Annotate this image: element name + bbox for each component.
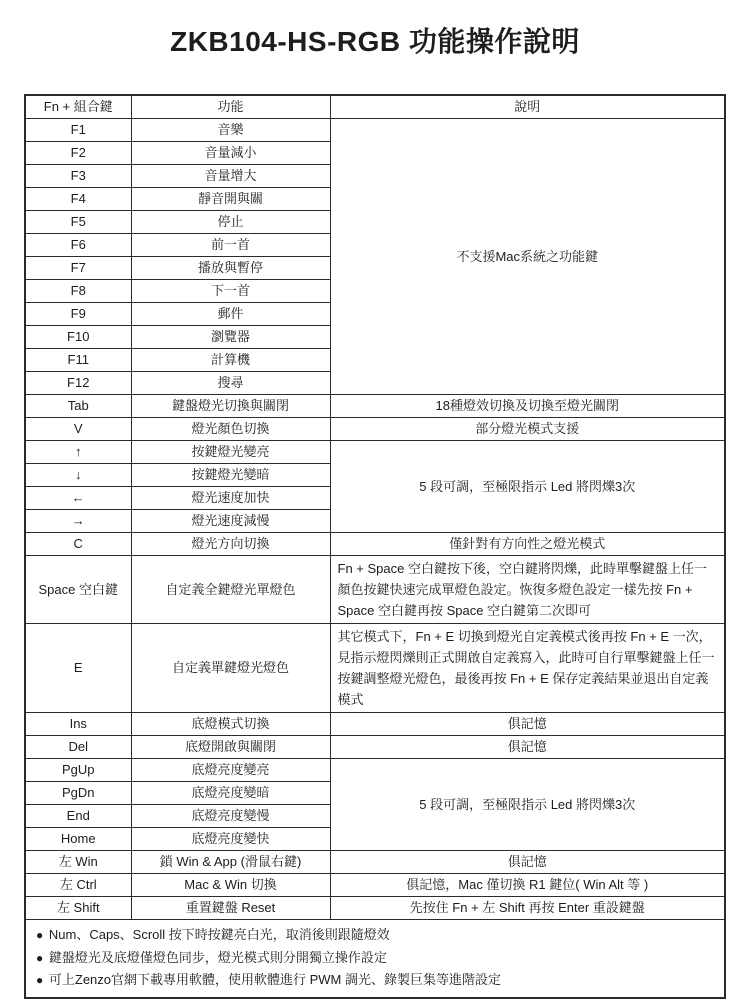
key-cell: F1 bbox=[25, 119, 131, 142]
description-cell: 僅針對有方向性之燈光模式 bbox=[330, 533, 725, 556]
key-cell: F4 bbox=[25, 188, 131, 211]
bullet-icon: ● bbox=[36, 973, 44, 987]
key-cell: C bbox=[25, 533, 131, 556]
key-cell: F12 bbox=[25, 372, 131, 395]
table-row-left-win bbox=[25, 851, 725, 874]
function-cell: 燈光速度減慢 bbox=[131, 510, 330, 533]
key-cell: F3 bbox=[25, 165, 131, 188]
function-table bbox=[24, 94, 726, 999]
function-cell: 燈光速度加快 bbox=[131, 487, 330, 510]
table-row-v bbox=[25, 418, 725, 441]
description-cell: 俱記憶 bbox=[330, 713, 725, 736]
function-cell: 下一首 bbox=[131, 280, 330, 303]
table-row-ins bbox=[25, 713, 725, 736]
key-cell: Space 空白鍵 bbox=[25, 556, 131, 624]
description-cell: 部分燈光模式支援 bbox=[330, 418, 725, 441]
function-cell: 重置鍵盤 Reset bbox=[131, 897, 330, 920]
function-cell: 播放與暫停 bbox=[131, 257, 330, 280]
key-cell: F5 bbox=[25, 211, 131, 234]
key-cell: Ins bbox=[25, 713, 131, 736]
function-cell: 底燈亮度變快 bbox=[131, 828, 330, 851]
function-cell: 自定義全鍵燈光單燈色 bbox=[131, 556, 330, 624]
description-cell-mac: 不支援Mac系統之功能鍵 bbox=[330, 119, 725, 395]
description-cell: 俱記憶，Mac 僅切換 R1 鍵位( Win Alt 等 ) bbox=[330, 874, 725, 897]
bullet-icon: ● bbox=[36, 950, 44, 965]
function-cell: 音量增大 bbox=[131, 165, 330, 188]
function-cell: 瀏覽器 bbox=[131, 326, 330, 349]
function-cell: 底燈模式切換 bbox=[131, 713, 330, 736]
table-row-f1 bbox=[25, 119, 725, 142]
function-cell: 底燈亮度變慢 bbox=[131, 805, 330, 828]
page-title: ZKB104-HS-RGB 功能操作說明 bbox=[170, 26, 580, 57]
function-cell: 按鍵燈光變暗 bbox=[131, 464, 330, 487]
key-cell: V bbox=[25, 418, 131, 441]
note-text: Num、Caps、Scroll 按下時按鍵亮白光，取消後則跟隨燈效 bbox=[48, 927, 390, 942]
description-cell: 其它模式下，Fn + E 切換到燈光自定義模式後再按 Fn + E 一次，見指示燈閃爍則正式開啟自定義寫入，此時可自行單擊鍵盤上任一按鍵調整燈光燈色，最後再按 Fn + E 保存定義結果並退出自定義模式 bbox=[330, 624, 725, 713]
key-cell: F11 bbox=[25, 349, 131, 372]
function-cell: 音樂 bbox=[131, 119, 330, 142]
function-cell: 燈光方向切換 bbox=[131, 533, 330, 556]
key-cell: 左 Shift bbox=[25, 897, 131, 920]
key-cell: 左 Win bbox=[25, 851, 131, 874]
key-cell: F9 bbox=[25, 303, 131, 326]
key-cell: F6 bbox=[25, 234, 131, 257]
function-cell: Mac & Win 切換 bbox=[131, 874, 330, 897]
table-row-arrow-up bbox=[25, 441, 725, 464]
table-header-row bbox=[25, 95, 725, 119]
key-cell: 左 Ctrl bbox=[25, 874, 131, 897]
key-cell: F10 bbox=[25, 326, 131, 349]
table-row-tab bbox=[25, 395, 725, 418]
table-row-del bbox=[25, 736, 725, 759]
key-cell: E bbox=[25, 624, 131, 713]
header-key-combo: Fn + 組合鍵 bbox=[25, 95, 131, 119]
table-row-left-shift bbox=[25, 897, 725, 920]
table-row-c bbox=[25, 533, 725, 556]
key-cell: Tab bbox=[25, 395, 131, 418]
function-cell: 搜尋 bbox=[131, 372, 330, 395]
table-row-left-ctrl bbox=[25, 874, 725, 897]
function-cell: 底燈開啟與關閉 bbox=[131, 736, 330, 759]
notes-cell bbox=[25, 920, 725, 998]
description-cell: 18種燈效切換及切換至燈光關閉 bbox=[330, 395, 725, 418]
description-cell-arrows: 5 段可調，至極限指示 Led 將閃爍3次 bbox=[330, 441, 725, 533]
key-cell: PgUp bbox=[25, 759, 131, 782]
table-row-e bbox=[25, 624, 725, 713]
function-cell: 音量減小 bbox=[131, 142, 330, 165]
table-notes-row bbox=[25, 920, 725, 998]
key-cell: ↓ bbox=[25, 464, 131, 487]
key-cell: F8 bbox=[25, 280, 131, 303]
function-cell: 鍵盤燈光切換與關閉 bbox=[131, 395, 330, 418]
key-cell: PgDn bbox=[25, 782, 131, 805]
function-cell: 底燈亮度變暗 bbox=[131, 782, 330, 805]
bullet-icon: ● bbox=[36, 928, 44, 942]
note-text: 可上Zenzo官網下載專用軟體，使用軟體進行 PWM 調光、錄製巨集等進階設定 bbox=[48, 972, 501, 987]
description-cell: Fn + Space 空白鍵按下後，空白鍵將閃爍，此時單擊鍵盤上任一顏色按鍵快速完成單燈色設定。恢復多燈色設定一樣先按 Fn + Space 空白鍵再按 Space 空白鍵第二次即可 bbox=[330, 556, 725, 624]
function-cell: 自定義單鍵燈光燈色 bbox=[131, 624, 330, 713]
description-cell: 俱記憶 bbox=[330, 851, 725, 874]
function-cell: 計算機 bbox=[131, 349, 330, 372]
function-cell: 前一首 bbox=[131, 234, 330, 257]
function-cell: 燈光顏色切換 bbox=[131, 418, 330, 441]
function-cell: 鎖 Win & App (滑鼠右鍵) bbox=[131, 851, 330, 874]
key-cell: Home bbox=[25, 828, 131, 851]
function-cell: 郵件 bbox=[131, 303, 330, 326]
function-cell: 按鍵燈光變亮 bbox=[131, 441, 330, 464]
key-cell: F7 bbox=[25, 257, 131, 280]
function-cell: 底燈亮度變亮 bbox=[131, 759, 330, 782]
key-cell: ↑ bbox=[25, 441, 131, 464]
table-row-space bbox=[25, 556, 725, 624]
key-cell: End bbox=[25, 805, 131, 828]
key-cell: → bbox=[25, 510, 131, 533]
description-cell: 先按住 Fn + 左 Shift 再按 Enter 重設鍵盤 bbox=[330, 897, 725, 920]
function-cell: 停止 bbox=[131, 211, 330, 234]
note-line-1 bbox=[36, 924, 714, 947]
note-line-2 bbox=[36, 947, 714, 970]
key-cell: F2 bbox=[25, 142, 131, 165]
key-cell: ← bbox=[25, 487, 131, 510]
key-cell: Del bbox=[25, 736, 131, 759]
function-cell: 靜音開與關 bbox=[131, 188, 330, 211]
table-row-pgup bbox=[25, 759, 725, 782]
description-cell: 俱記憶 bbox=[330, 736, 725, 759]
header-function: 功能 bbox=[131, 95, 330, 119]
header-description: 說明 bbox=[330, 95, 725, 119]
note-line-3 bbox=[36, 969, 714, 992]
note-text: 鍵盤燈光及底燈僅燈色同步，燈光模式則分開獨立操作設定 bbox=[48, 949, 387, 965]
description-cell-backlight: 5 段可調，至極限指示 Led 將閃爍3次 bbox=[330, 759, 725, 851]
